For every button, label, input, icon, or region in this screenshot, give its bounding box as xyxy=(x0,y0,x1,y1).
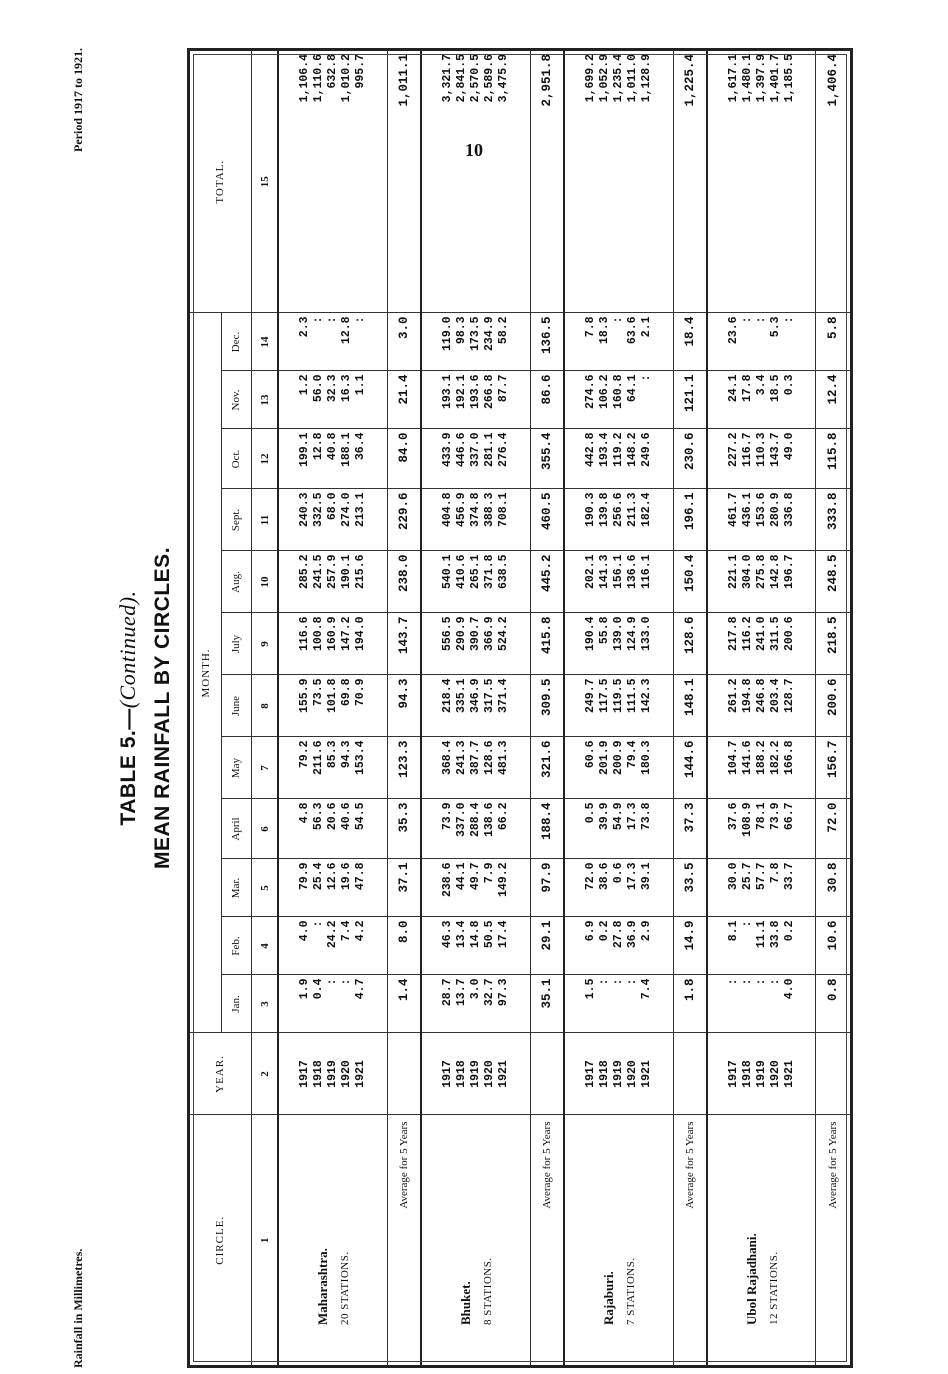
column-number-row xyxy=(251,51,278,1365)
month-values: 202.1 141.3 156.1 136.6 116.1 xyxy=(564,551,673,613)
average-value: 37.3 xyxy=(673,799,707,859)
month-values: 1.5 : : : 7.4 xyxy=(564,975,673,1033)
month-values: 8.1 : 11.1 33.8 0.2 xyxy=(707,917,816,975)
circle-data-row xyxy=(564,51,673,1365)
table-subtitle: MEAN RAINFALL BY CIRCLES. xyxy=(151,546,174,870)
month-values: 73.9 337.0 288.4 138.6 66.2 xyxy=(421,799,530,859)
average-value: 97.9 xyxy=(530,859,564,917)
month-values: 30.0 25.7 57.7 7.8 33.7 xyxy=(707,859,816,917)
month-values: 155.9 73.5 101.8 69.8 70.9 xyxy=(278,675,387,737)
average-value: 12.4 xyxy=(816,371,850,429)
month-values: 24.1 17.8 3.4 18.5 0.3 xyxy=(707,371,816,429)
average-value: 238.0 xyxy=(387,551,421,613)
col-number: 12 xyxy=(251,429,278,489)
month-values: 1.9 0.4 : : 4.7 xyxy=(278,975,387,1033)
table-title-continued: (Continued). xyxy=(115,590,140,709)
month-values: 217.8 116.2 241.0 311.5 200.6 xyxy=(707,613,816,675)
month-values: 556.5 290.9 390.7 366.9 524.2 xyxy=(421,613,530,675)
month-values: 119.0 98.3 173.5 234.9 58.2 xyxy=(421,313,530,371)
average-value: 5.8 xyxy=(816,313,850,371)
average-value: 309.5 xyxy=(530,675,564,737)
average-label: Average for 5 Years xyxy=(387,1115,421,1365)
circle-data-row xyxy=(278,51,387,1365)
circle-name-cell xyxy=(278,1115,387,1365)
average-total: 1,406.4 xyxy=(816,51,850,313)
month-values: 6.9 0.2 27.8 36.9 2.9 xyxy=(564,917,673,975)
month-values: : : : : 4.0 xyxy=(707,975,816,1033)
header-year: YEAR. xyxy=(190,1033,251,1115)
average-value: 128.6 xyxy=(673,613,707,675)
average-value: 35.3 xyxy=(387,799,421,859)
month-header: Feb. xyxy=(222,917,251,975)
month-values: 404.8 456.9 374.8 388.3 708.1 xyxy=(421,489,530,551)
average-value: 460.5 xyxy=(530,489,564,551)
average-value: 1.8 xyxy=(673,975,707,1033)
month-values: 221.1 304.0 275.8 142.8 196.7 xyxy=(707,551,816,613)
average-value: 143.7 xyxy=(387,613,421,675)
header-month: MONTH. xyxy=(190,313,222,1033)
circle-name: Bhuket. xyxy=(457,1281,473,1325)
average-value: 18.4 xyxy=(673,313,707,371)
col-number: 7 xyxy=(251,737,278,799)
circle-name: Rajaburi. xyxy=(600,1271,616,1325)
average-value: 188.4 xyxy=(530,799,564,859)
col-number: 3 xyxy=(251,975,278,1033)
average-value: 14.9 xyxy=(673,917,707,975)
month-header: Oct. xyxy=(222,429,251,489)
total-values: 1,617.1 1,480.1 1,397.9 1,401.7 1,185.5 xyxy=(707,51,816,313)
month-values: 37.6 108.9 78.1 73.9 66.7 xyxy=(707,799,816,859)
month-header: Nov. xyxy=(222,371,251,429)
average-total: 1,011.1 xyxy=(387,51,421,313)
month-values: 116.6 100.8 160.9 147.2 194.0 xyxy=(278,613,387,675)
month-values: 442.8 193.4 119.2 148.2 249.6 xyxy=(564,429,673,489)
average-value: 150.4 xyxy=(673,551,707,613)
year-list: 1917 1918 1919 1920 1921 xyxy=(421,1033,530,1115)
col-number: 15 xyxy=(251,51,278,313)
average-value: 321.6 xyxy=(530,737,564,799)
month-values: 285.2 241.5 257.9 190.1 215.6 xyxy=(278,551,387,613)
col-number: 14 xyxy=(251,313,278,371)
average-value: 136.5 xyxy=(530,313,564,371)
average-value: 121.1 xyxy=(673,371,707,429)
month-values: 238.6 44.1 49.7 7.9 149.2 xyxy=(421,859,530,917)
month-values: 227.2 116.7 110.3 143.7 49.0 xyxy=(707,429,816,489)
month-values: 540.1 410.6 265.1 371.8 638.5 xyxy=(421,551,530,613)
month-values: 368.4 241.3 387.7 128.6 481.3 xyxy=(421,737,530,799)
year-list: 1917 1918 1919 1920 1921 xyxy=(278,1033,387,1115)
header-circle: CIRCLE. xyxy=(190,1115,251,1365)
col-number: 2 xyxy=(251,1033,278,1115)
col-number: 1 xyxy=(251,1115,278,1365)
rainfall-table xyxy=(190,51,850,1365)
circle-stations: 12 STATIONS. xyxy=(767,1251,780,1325)
unit-note: Rainfall in Millimetres. xyxy=(71,1248,85,1368)
month-header: Mar. xyxy=(222,859,251,917)
average-value: 86.6 xyxy=(530,371,564,429)
circle-name-cell xyxy=(421,1115,530,1365)
circle-name: Maharashtra. xyxy=(315,1248,331,1325)
average-row xyxy=(387,51,421,1365)
average-value: 415.8 xyxy=(530,613,564,675)
month-values: 46.3 13.4 14.8 50.5 17.4 xyxy=(421,917,530,975)
average-value: 37.1 xyxy=(387,859,421,917)
col-number: 10 xyxy=(251,551,278,613)
average-value: 94.3 xyxy=(387,675,421,737)
month-values: 218.4 335.1 346.9 317.5 371.4 xyxy=(421,675,530,737)
month-header: Jan. xyxy=(222,975,251,1033)
month-header: April xyxy=(222,799,251,859)
circle-stations: 20 STATIONS. xyxy=(339,1251,352,1325)
month-values: 199.1 12.8 40.8 188.1 36.4 xyxy=(278,429,387,489)
month-values: 7.8 18.3 : 63.6 2.1 xyxy=(564,313,673,371)
average-value: 445.2 xyxy=(530,551,564,613)
average-value: 229.6 xyxy=(387,489,421,551)
average-value: 84.0 xyxy=(387,429,421,489)
circle-data-row xyxy=(707,51,816,1365)
month-values: 0.5 39.9 54.9 17.3 73.8 xyxy=(564,799,673,859)
month-values: 240.3 332.5 68.0 274.0 213.1 xyxy=(278,489,387,551)
average-value: 35.1 xyxy=(530,975,564,1033)
year-list: 1917 1918 1919 1920 1921 xyxy=(707,1033,816,1115)
month-values: 23.6 : : 5.3 : xyxy=(707,313,816,371)
total-values: 1,106.4 1,110.6 632.8 1,010.2 995.7 xyxy=(278,51,387,313)
average-value: 218.5 xyxy=(816,613,850,675)
average-value: 200.6 xyxy=(816,675,850,737)
month-values: 1.2 56.0 32.3 16.3 1.1 xyxy=(278,371,387,429)
month-values: 79.2 211.6 85.3 94.3 153.4 xyxy=(278,737,387,799)
month-values: 104.7 141.6 188.2 182.2 166.8 xyxy=(707,737,816,799)
circle-stations: 7 STATIONS. xyxy=(624,1257,637,1325)
average-value: 8.0 xyxy=(387,917,421,975)
average-value: 123.3 xyxy=(387,737,421,799)
col-number: 5 xyxy=(251,859,278,917)
rotated-page-content xyxy=(69,48,879,1368)
average-value: 148.1 xyxy=(673,675,707,737)
col-number: 6 xyxy=(251,799,278,859)
average-row xyxy=(816,51,850,1365)
page-number: 10 xyxy=(465,140,483,160)
average-row xyxy=(673,51,707,1365)
month-values: 72.0 38.6 0.6 17.3 39.1 xyxy=(564,859,673,917)
average-label: Average for 5 Years xyxy=(816,1115,850,1365)
month-values: 261.2 194.8 246.8 203.4 128.7 xyxy=(707,675,816,737)
average-value: 115.8 xyxy=(816,429,850,489)
average-value: 33.5 xyxy=(673,859,707,917)
total-values: 3,321.7 2,841.5 2,570.5 2,589.6 3,475.9 xyxy=(421,51,530,313)
circle-data-row xyxy=(421,51,530,1365)
col-number: 8 xyxy=(251,675,278,737)
circle-name-cell xyxy=(564,1115,673,1365)
average-label: Average for 5 Years xyxy=(673,1115,707,1365)
header-total: TOTAL. xyxy=(190,51,251,313)
total-values: 1,699.2 1,052.9 1,235.4 1,011.0 1,128.9 xyxy=(564,51,673,313)
average-row xyxy=(530,51,564,1365)
average-value: 0.8 xyxy=(816,975,850,1033)
month-values: 461.7 436.1 153.6 280.9 336.8 xyxy=(707,489,816,551)
circle-stations: 8 STATIONS. xyxy=(481,1257,494,1325)
month-values: 79.9 25.4 12.6 19.6 47.8 xyxy=(278,859,387,917)
average-total: 2,951.8 xyxy=(530,51,564,313)
circle-name-cell xyxy=(707,1115,816,1365)
circle-name: Ubol Rajadhani. xyxy=(743,1233,759,1325)
average-value: 248.5 xyxy=(816,551,850,613)
rainfall-table-frame xyxy=(187,48,853,1368)
col-number: 13 xyxy=(251,371,278,429)
average-value: 21.4 xyxy=(387,371,421,429)
month-values: 190.3 139.8 256.6 211.3 182.4 xyxy=(564,489,673,551)
month-values: 193.1 192.1 193.6 266.8 87.7 xyxy=(421,371,530,429)
month-values: 2.3 : : 12.8 : xyxy=(278,313,387,371)
month-values: 60.6 201.9 200.9 79.4 180.3 xyxy=(564,737,673,799)
average-value: 156.7 xyxy=(816,737,850,799)
month-values: 274.6 106.2 160.8 64.1 : xyxy=(564,371,673,429)
month-values: 28.7 13.7 3.0 32.7 97.3 xyxy=(421,975,530,1033)
month-header: May xyxy=(222,737,251,799)
average-value: 144.6 xyxy=(673,737,707,799)
average-value: 10.6 xyxy=(816,917,850,975)
month-header: June xyxy=(222,675,251,737)
month-header: Aug. xyxy=(222,551,251,613)
year-list: 1917 1918 1919 1920 1921 xyxy=(564,1033,673,1115)
average-value: 1.4 xyxy=(387,975,421,1033)
average-value: 355.4 xyxy=(530,429,564,489)
month-header: Sept. xyxy=(222,489,251,551)
month-values: 4.8 56.3 20.6 40.6 54.5 xyxy=(278,799,387,859)
average-value: 3.0 xyxy=(387,313,421,371)
average-value: 196.1 xyxy=(673,489,707,551)
average-value: 72.0 xyxy=(816,799,850,859)
table-title-main: TABLE 5.— xyxy=(117,708,140,826)
average-value: 230.6 xyxy=(673,429,707,489)
month-values: 4.0 : 24.2 7.4 4.2 xyxy=(278,917,387,975)
average-total: 1,225.4 xyxy=(673,51,707,313)
table-title xyxy=(115,48,141,1368)
month-header: Dec. xyxy=(222,313,251,371)
average-value: 30.8 xyxy=(816,859,850,917)
average-value: 333.8 xyxy=(816,489,850,551)
period-note: Period 1917 to 1921. xyxy=(71,48,85,152)
month-values: 433.9 446.6 337.0 281.1 276.4 xyxy=(421,429,530,489)
col-number: 11 xyxy=(251,489,278,551)
col-number: 4 xyxy=(251,917,278,975)
month-values: 249.7 117.5 119.5 111.5 142.3 xyxy=(564,675,673,737)
month-values: 190.4 55.8 139.0 124.9 133.0 xyxy=(564,613,673,675)
average-value: 29.1 xyxy=(530,917,564,975)
average-label: Average for 5 Years xyxy=(530,1115,564,1365)
month-header: July xyxy=(222,613,251,675)
col-number: 9 xyxy=(251,613,278,675)
